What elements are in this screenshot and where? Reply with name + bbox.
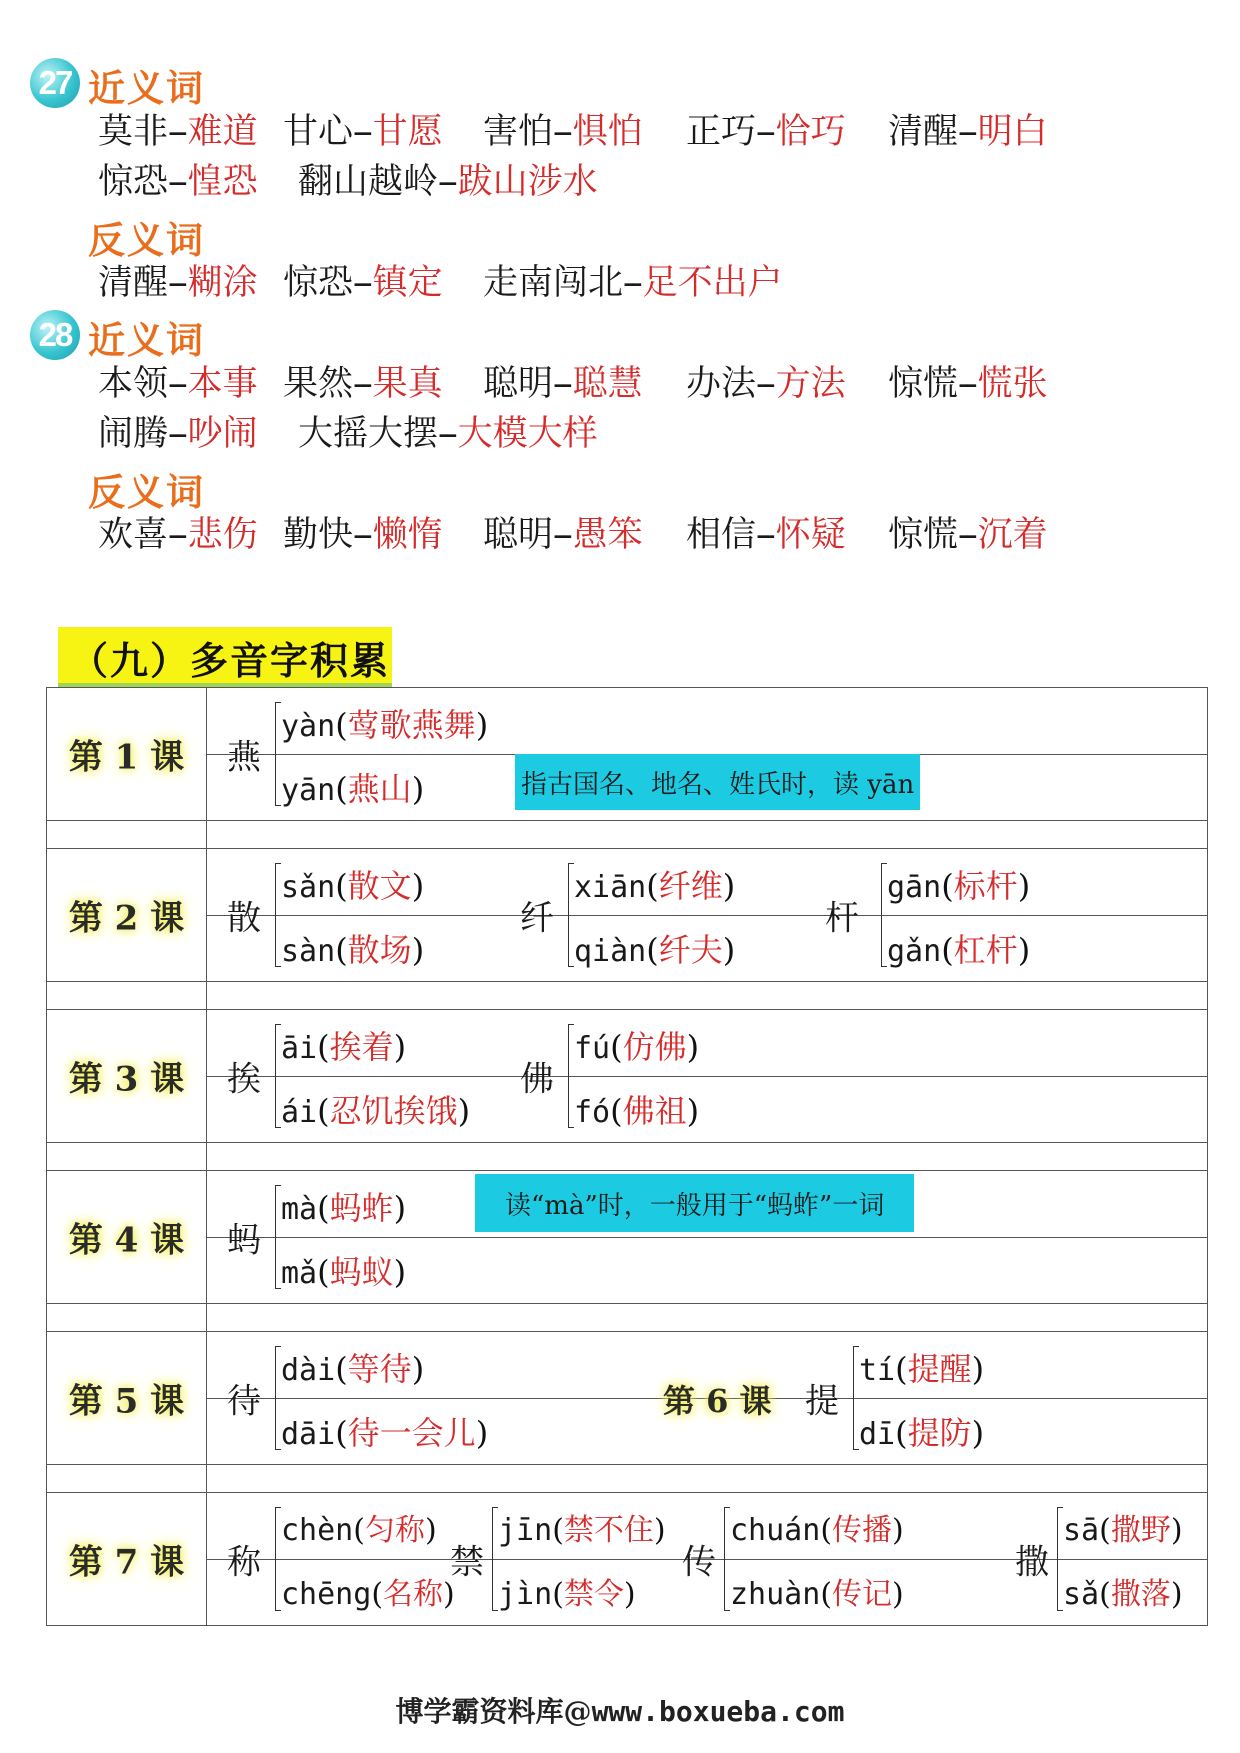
- reading-2: qiàn(纤夫): [574, 931, 736, 969]
- polyphone-char: 禁: [450, 1542, 484, 1583]
- lesson-label: 第 2 课: [68, 898, 185, 939]
- word-pair: 莫非-- 难道: [98, 112, 258, 152]
- polyphone-section-banner: [58, 627, 392, 683]
- reading-2: jìn(禁令): [498, 1577, 636, 1612]
- reading-2: chēng(名称): [281, 1577, 455, 1612]
- word-pair: 办法-- 方法: [686, 364, 846, 404]
- word-pair: 聪明-- 愚笨: [483, 515, 643, 555]
- word-pair: 惊恐-- 镇定: [283, 263, 443, 303]
- usage-note: 指古国名、地名、姓氏时，读 yān: [515, 754, 920, 810]
- polyphone-char: 待: [227, 1381, 261, 1422]
- footer-watermark: [0, 1690, 1240, 1730]
- reading-2: gǎn(杠杆): [887, 931, 1031, 969]
- word-pair: 害怕-- 惧怕: [483, 112, 643, 152]
- word-pair: 翻山越岭-- 跋山涉水: [298, 162, 598, 202]
- reading-2: ái(忍饥挨饿): [281, 1092, 471, 1130]
- lesson-label: 第 3 课: [68, 1059, 185, 1100]
- lesson-label: 第 5 课: [68, 1381, 185, 1422]
- word-pair: 惊慌-- 沉着: [888, 515, 1048, 555]
- word-pair: 正巧-- 恰巧: [686, 112, 846, 152]
- table-row: [47, 849, 1208, 982]
- polyphone-section-title: （九）多音字积累: [70, 638, 391, 683]
- reading-2: mǎ(蚂蚁): [281, 1253, 407, 1291]
- reading-1: tí(提醒): [859, 1350, 985, 1388]
- polyphone-char: 撒: [1015, 1542, 1049, 1583]
- synonym-heading-28: 近义词: [88, 318, 205, 362]
- word-pair: 果然-- 果真: [283, 364, 443, 404]
- reading-2: yān(燕山): [281, 770, 425, 808]
- table-row: [47, 688, 1208, 821]
- reading-1: chuán(传播): [730, 1513, 904, 1548]
- polyphone-char: 挨: [227, 1059, 261, 1100]
- antonym-heading-28: 反义词: [88, 470, 205, 514]
- usage-note: 读“mà”时，一般用于“蚂蚱”一词: [475, 1174, 914, 1232]
- reading-1: xiān(纤维): [574, 867, 736, 905]
- antonym-heading-27: 反义词: [88, 218, 205, 262]
- word-pair: 惊慌-- 慌张: [888, 364, 1048, 404]
- polyphone-char: 燕: [227, 737, 261, 778]
- reading-2: sàn(散场): [281, 931, 425, 969]
- footer-site: www.boxueba.com: [591, 1695, 845, 1728]
- table-row: [47, 1493, 1208, 1626]
- lesson-28-badge: 28: [30, 310, 80, 360]
- lesson-label: 第 4 课: [68, 1220, 185, 1261]
- lesson-label: 第 1 课: [68, 737, 185, 778]
- footer-brand: 博学霸资料库@: [395, 1695, 592, 1728]
- table-row: [47, 1010, 1208, 1143]
- word-pair: 本领-- 本事: [98, 364, 258, 404]
- reading-1: dài(等待): [281, 1350, 425, 1388]
- polyphone-char: 称: [227, 1542, 261, 1583]
- table-row: [47, 1332, 1208, 1465]
- word-pair: 走南闯北-- 足不出户: [483, 263, 783, 303]
- polyphone-char: 传: [682, 1542, 716, 1583]
- reading-1: sǎn(散文): [281, 867, 425, 905]
- word-pair: 相信-- 怀疑: [686, 515, 846, 555]
- table-row: [47, 1171, 1208, 1304]
- reading-2: zhuàn(传记): [730, 1577, 904, 1612]
- polyphone-char: 佛: [520, 1059, 554, 1100]
- word-pair: 勤快-- 懒惰: [283, 515, 443, 555]
- word-pair: 清醒-- 明白: [888, 112, 1048, 152]
- word-pair: 闹腾-- 吵闹: [98, 414, 258, 454]
- word-pair: 甘心-- 甘愿: [283, 112, 443, 152]
- synonym-heading-27: 近义词: [88, 66, 205, 110]
- polyphone-char: 散: [227, 898, 261, 939]
- polyphone-char: 杆: [825, 898, 859, 939]
- word-pair: 惊恐-- 惶恐: [98, 162, 258, 202]
- reading-2: fó(佛祖): [574, 1092, 700, 1130]
- word-pair: 清醒-- 糊涂: [98, 263, 258, 303]
- lesson-label: 第 7 课: [68, 1542, 185, 1583]
- reading-1: chèn(匀称): [281, 1513, 437, 1548]
- reading-2: sǎ(撒落): [1063, 1577, 1183, 1612]
- word-pair: 聪明-- 聪慧: [483, 364, 643, 404]
- reading-2: dī(提防): [859, 1414, 985, 1452]
- reading-1: mà(蚂蚱): [281, 1189, 407, 1227]
- reading-1: yàn(莺歌燕舞): [281, 706, 489, 744]
- word-pair: 欢喜-- 悲伤: [98, 515, 258, 555]
- reading-1: gān(标杆): [887, 867, 1031, 905]
- polyphone-char: 提: [805, 1381, 839, 1422]
- reading-1: jīn(禁不住): [498, 1513, 666, 1548]
- word-pair: 大摇大摆-- 大模大样: [298, 414, 598, 454]
- reading-2: dāi(待一会儿): [281, 1414, 489, 1452]
- reading-1: fú(仿佛): [574, 1028, 700, 1066]
- lesson-27-badge: 27: [30, 58, 80, 108]
- polyphone-table: [46, 687, 1208, 1626]
- reading-1: sā(撒野): [1063, 1513, 1183, 1548]
- lesson-6-label: 第 6 课: [663, 1382, 772, 1420]
- polyphone-char: 蚂: [227, 1220, 261, 1261]
- reading-1: āi(挨着): [281, 1028, 407, 1066]
- polyphone-char: 纤: [520, 898, 554, 939]
